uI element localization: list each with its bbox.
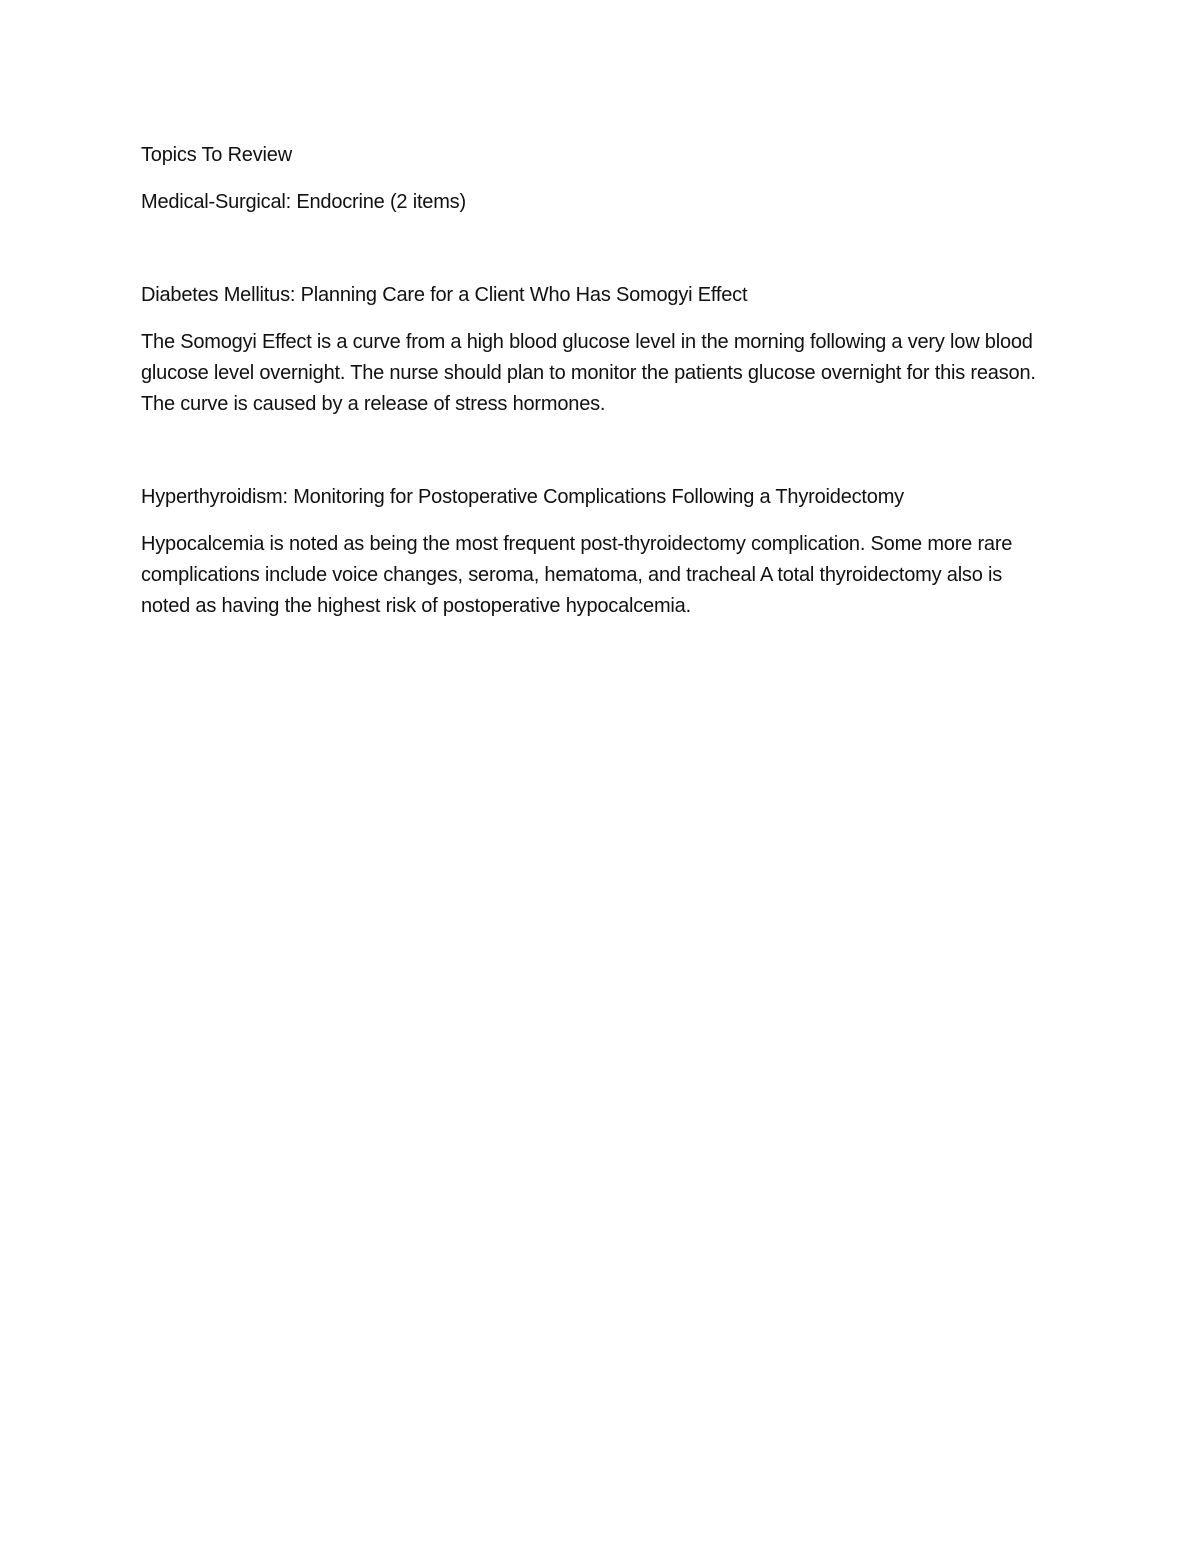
document-content <box>141 140 1041 622</box>
document-title: Topics To Review <box>141 144 292 166</box>
section-body: Hypocalcemia is noted as being the most frequent post-thyroidectomy complication. Some more rare complications include voice changes, seroma, hematoma, and tracheal A total thyroidectomy also is noted as having the highest risk of postoperative hypocalcemia. <box>141 533 1013 617</box>
section-body: The Somogyi Effect is a curve from a high blood glucose level in the morning following a very low blood glucose level overnight. The nurse should plan to monitor the patients glucose overnight for this reason. The curve is caused by a release of stress hormones. <box>141 331 1036 415</box>
document-subtitle: Medical-Surgical: Endocrine (2 items) <box>141 191 466 213</box>
section-heading: Hyperthyroidism: Monitoring for Postoperative Complications Following a Thyroidectomy <box>141 486 904 508</box>
section-thyroidectomy <box>141 482 1041 622</box>
section-somogyi-effect <box>141 280 1041 420</box>
section-heading: Diabetes Mellitus: Planning Care for a Client Who Has Somogyi Effect <box>141 284 748 306</box>
